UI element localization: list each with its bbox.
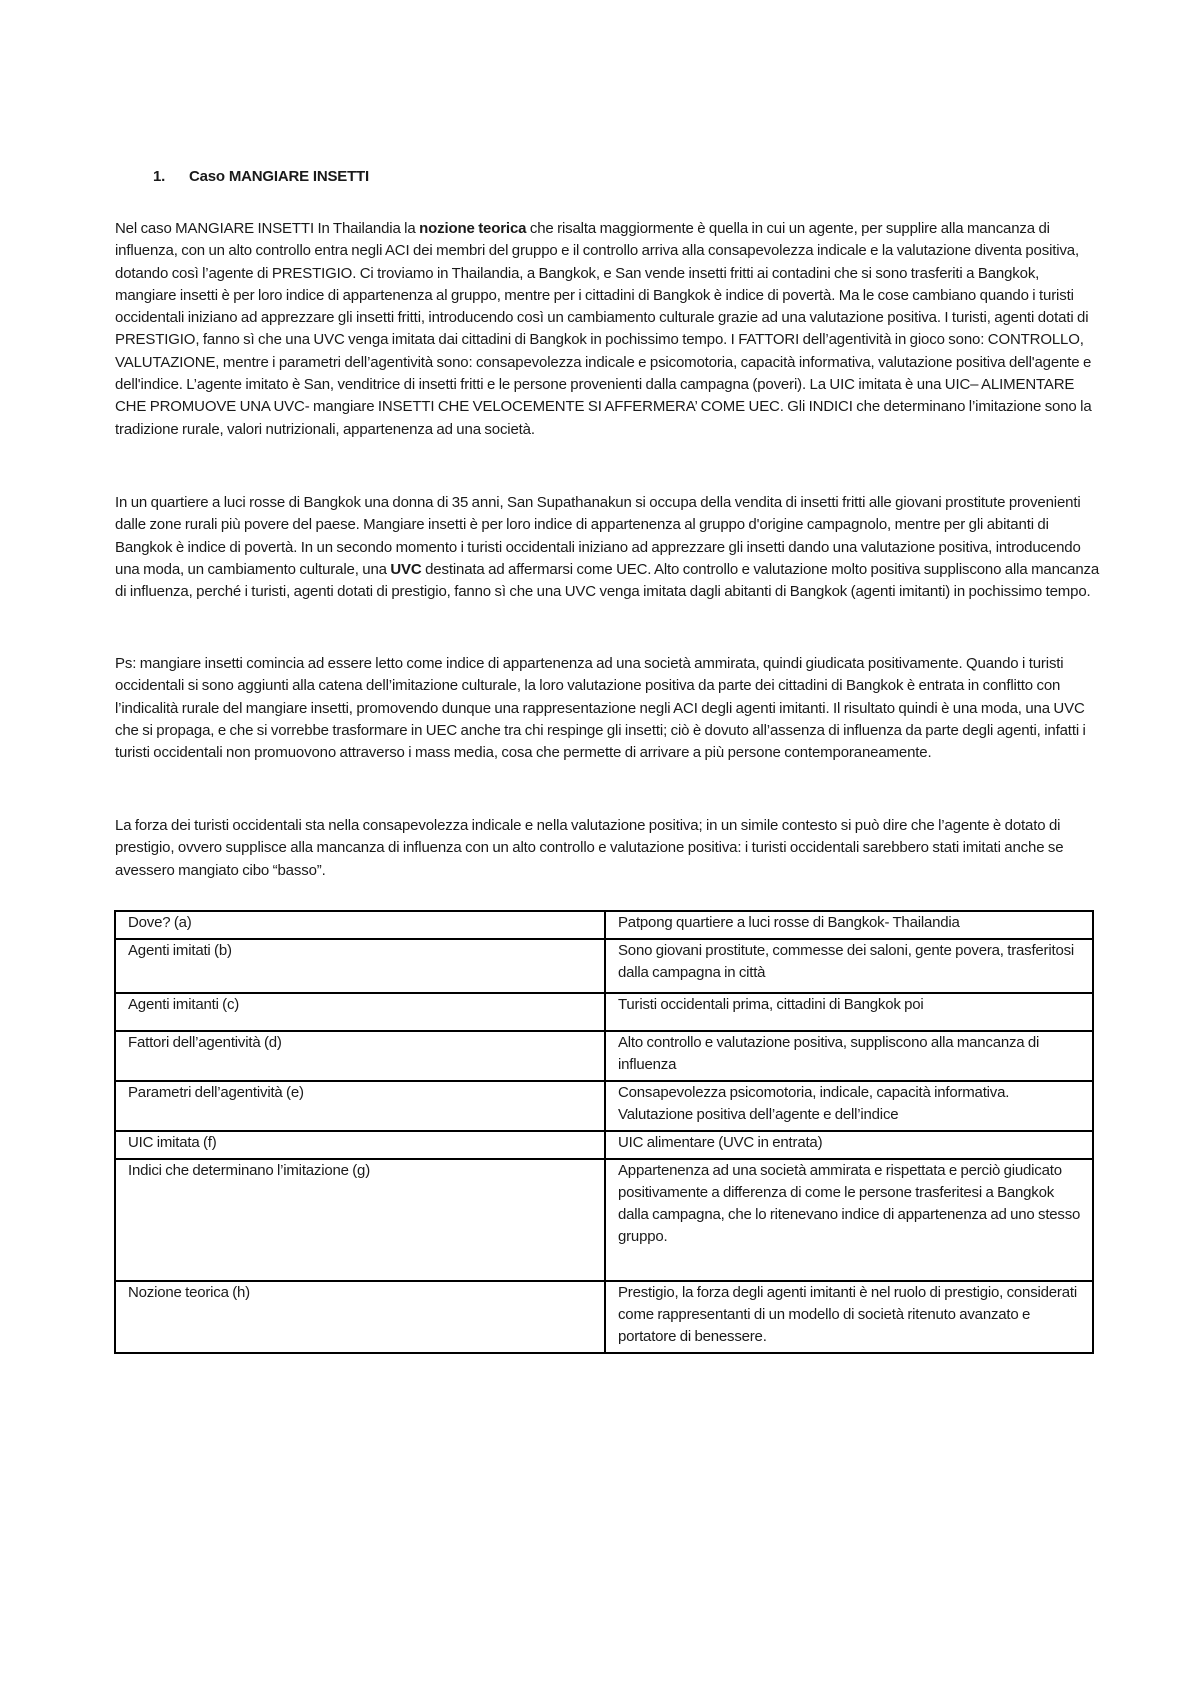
- section-title: Caso MANGIARE INSETTI: [189, 168, 369, 185]
- table-row-value: UIC alimentare (UVC in entrata): [605, 1131, 1093, 1159]
- table-row: [115, 1131, 1093, 1159]
- table-row: [115, 1159, 1093, 1281]
- paragraph-2-after: destinata ad affermarsi come UEC. Alto controllo e valutazione molto positiva suppliscono alla mancanza di influenza, perché i turisti, agenti dotati di prestigio, fanno sì che una UVC venga imitata dagli abitanti di Bangkok (agenti imitanti) in pochissimo tempo.: [115, 560, 1100, 601]
- paragraph-1: [115, 218, 1101, 441]
- section-number: 1.: [153, 168, 166, 185]
- table-row-value: Prestigio, la forza degli agenti imitanti è nel ruolo di prestigio, considerati come rappresentanti di un modello di società ritenuto avanzato e portatore di benessere.: [605, 1281, 1093, 1353]
- summary-table: [114, 910, 1094, 1354]
- table-row: [115, 911, 1093, 939]
- table-row: [115, 1281, 1093, 1353]
- table-row: [115, 939, 1093, 993]
- paragraph-1-rest: che risalta maggiormente è quella in cui un agente, per supplire alla mancanza di influenza, con un alto controllo entra negli ACI dei membri del gruppo e il controllo arriva alla consapevolezza indicale e la valutazione diventa positiva, dotando così l’agente di PRESTIGIO. Ci troviamo in Thailandia, a Bangkok, e San vende insetti fritti ai contadini che si sono trasferiti a Bangkok, mangiare insetti è per loro indice di appartenenza al gruppo, mentre per i cittadini di Bangkok è indice di povertà. Ma le cose cambiano quando i turisti occidentali iniziano ad apprezzare gli insetti fritti, introducendo così un cambiamento culturale grazie ad una valutazione positiva. I turisti, agenti dotati di PRESTIGIO, fanno sì che una UVC venga imitata dai cittadini di Bangkok in pochissimo tempo. I FATTORI dell’agentività in gioco sono: CONTROLLO, VALUTAZIONE, mentre i parametri dell’agentività sono: consapevolezza indicale e psicomotoria, capacità informativa, valutazione positiva dell'agente e dell'indice. L’agente imitato è San, venditrice di insetti fritti e le persone provenienti dalla campagna (poveri). La UIC imitata è una UIC– ALIMENTARE CHE PROMUOVE UNA UVC- mangiare INSETTI CHE VELOCEMENTE SI AFFERMERA’ COME UEC. Gli INDICI che determinano l’imitazione sono la tradizione rurale, valori nutrizionali, appartenenza ad una società.: [115, 220, 1092, 438]
- table-row-value: Sono giovani prostitute, commesse dei saloni, gente povera, trasferitosi dalla campagna in città: [605, 939, 1093, 993]
- paragraph-2-bold-term: UVC: [390, 560, 422, 578]
- table-row-label: Agenti imitanti (c): [115, 993, 605, 1031]
- paragraph-1-bold-term: nozione teorica: [419, 220, 527, 237]
- table-row: [115, 1081, 1093, 1131]
- table-row-value: Consapevolezza psicomotoria, indicale, capacità informativa. Valutazione positiva dell’agente e dell’indice: [605, 1081, 1093, 1131]
- table-row-label: Fattori dell’agentività (d): [115, 1031, 605, 1081]
- table-row-label: Agenti imitati (b): [115, 939, 605, 993]
- table-row-label: Parametri dell’agentività (e): [115, 1081, 605, 1131]
- table-row-label: Nozione teorica (h): [115, 1281, 605, 1353]
- table-row-value: Appartenenza ad una società ammirata e rispettata e perciò giudicato positivamente a differenza di come le persone trasferitesi a Bangkok dalla campagna, che lo ritenevano indice di appartenenza ad uno stesso gruppo.: [605, 1159, 1093, 1281]
- paragraph-2-before: In un quartiere a luci rosse di Bangkok una donna di 35 anni, San Supathanakun si occupa della vendita di insetti fritti alle giovani prostitute provenienti dalle zone rurali più povere del paese. Mangiare insetti è per loro indice di appartenenza al gruppo d'origine campagnolo, mentre per gli abitanti di Bangkok è indice di povertà. In un secondo momento i turisti occidentali iniziano ad apprezzare gli insetti dando una valutazione positiva, introducendo una moda, un cambiamento culturale, una: [115, 494, 1081, 578]
- section-heading: [153, 166, 369, 188]
- paragraph-2: [115, 492, 1101, 603]
- table-row: [115, 1031, 1093, 1081]
- table-row-label: Indici che determinano l’imitazione (g): [115, 1159, 605, 1281]
- table-row-value: Patpong quartiere a luci rosse di Bangkok- Thailandia: [605, 911, 1093, 939]
- paragraph-1-intro: Nel caso MANGIARE INSETTI In Thailandia la: [115, 220, 420, 237]
- paragraph-3: Ps: mangiare insetti comincia ad essere letto come indice di appartenenza ad una società ammirata, quindi giudicata positivamente. Quando i turisti occidentali si sono aggiunti alla catena dell’imitazione culturale, la loro valutazione positiva da parte dei cittadini di Bangkok è entrata in conflitto con l’indicalità rurale del mangiare insetti, promovendo dunque una rappresentazione negli ACI degli agenti imitanti. Il risultato quindi è una moda, una UVC che si propaga, e che si vorrebbe trasformare in UEC anche tra chi respinge gli insetti; ciò è dovuto all’assenza di influenza da parte degli agenti, infatti i turisti occidentali non promuovono attraverso i mass media, cosa che permette di arrivare a più persone contemporaneamente.: [115, 655, 1086, 762]
- paragraph-4: La forza dei turisti occidentali sta nella consapevolezza indicale e nella valutazione positiva; in un simile contesto si può dire che l’agente è dotato di prestigio, ovvero supplisce alla mancanza di influenza con un alto controllo e valutazione positiva: i turisti occidentali sarebbero stati imitati anche se avessero mangiato cibo “basso”.: [115, 817, 1064, 879]
- table-row-value: Turisti occidentali prima, cittadini di Bangkok poi: [605, 993, 1093, 1031]
- table-row-label: Dove? (a): [115, 911, 605, 939]
- table-row-value: Alto controllo e valutazione positiva, suppliscono alla mancanza di influenza: [605, 1031, 1093, 1081]
- table-row-label: UIC imitata (f): [115, 1131, 605, 1159]
- table-row: [115, 993, 1093, 1031]
